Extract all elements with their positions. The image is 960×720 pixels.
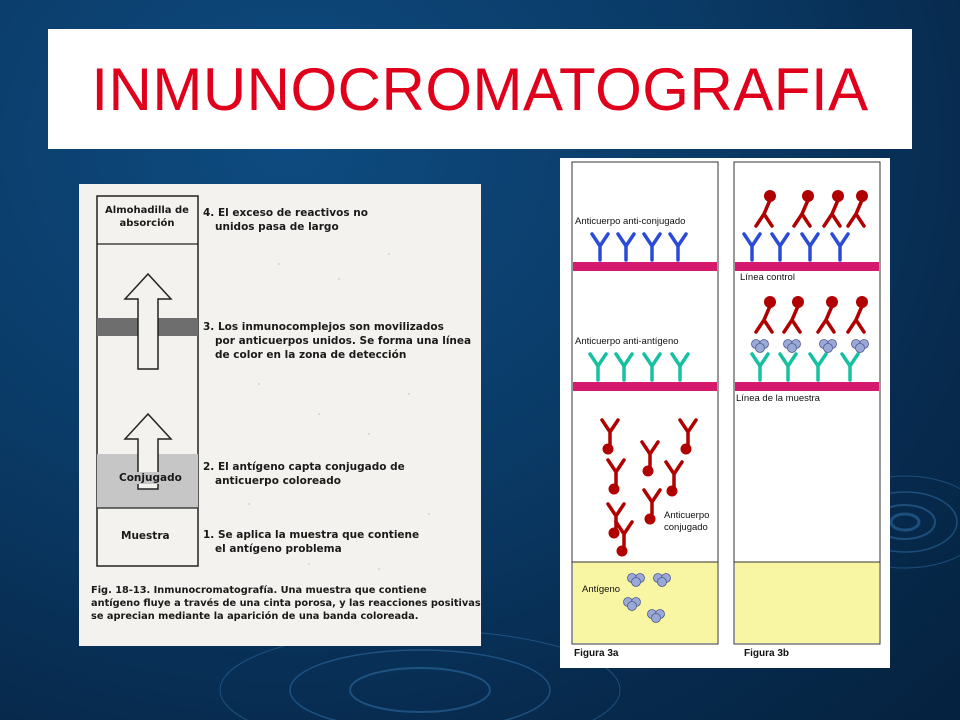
step-2-text: 2. El antígeno capta conjugado de anticuerpo coloreado bbox=[203, 461, 405, 487]
pad-label: Almohadilla de absorción bbox=[105, 205, 189, 229]
label-linea-muestra: Línea de la muestra bbox=[736, 393, 820, 404]
title-banner bbox=[48, 29, 912, 149]
step-4-text: 4. El exceso de reactivos no unidos pasa de largo bbox=[203, 207, 368, 233]
strip-drawing bbox=[79, 184, 481, 646]
caption-figura-3b: Figura 3b bbox=[744, 648, 790, 659]
label-anticuerpo-conjugado: Anticuerpo conjugado bbox=[664, 510, 710, 533]
label-linea-control: Línea control bbox=[740, 272, 795, 283]
caption-figura-3a: Figura 3a bbox=[574, 648, 619, 659]
immunochromatography-diagram bbox=[79, 184, 481, 646]
label-anti-conjugado: Anticuerpo anti-conjugado bbox=[575, 216, 686, 227]
slide-title: INMUNOCROMATOGRAFIA bbox=[91, 55, 869, 123]
muestra-label: Muestra bbox=[121, 530, 170, 542]
conjugado-label: Conjugado bbox=[119, 472, 182, 484]
label-anti-antigeno: Anticuerpo anti-antígeno bbox=[575, 336, 679, 347]
step-1-text: 1. Se aplica la muestra que contiene el antígeno problema bbox=[203, 529, 420, 555]
figure-caption: Fig. 18-13. Inmunocromatografía. Una muestra que contiene antígeno fluye a través de una cinta porosa, y las reacciones positivas se aprecian mediante la aparición de una banda coloreada. bbox=[91, 585, 481, 622]
figure-3-panel bbox=[560, 158, 890, 668]
step-3-text: 3. Los inmunocomplejos son movilizados por anticuerpos unidos. Se forma una línea de color en la zona de detección bbox=[203, 321, 472, 361]
label-antigeno: Antígeno bbox=[582, 584, 621, 595]
